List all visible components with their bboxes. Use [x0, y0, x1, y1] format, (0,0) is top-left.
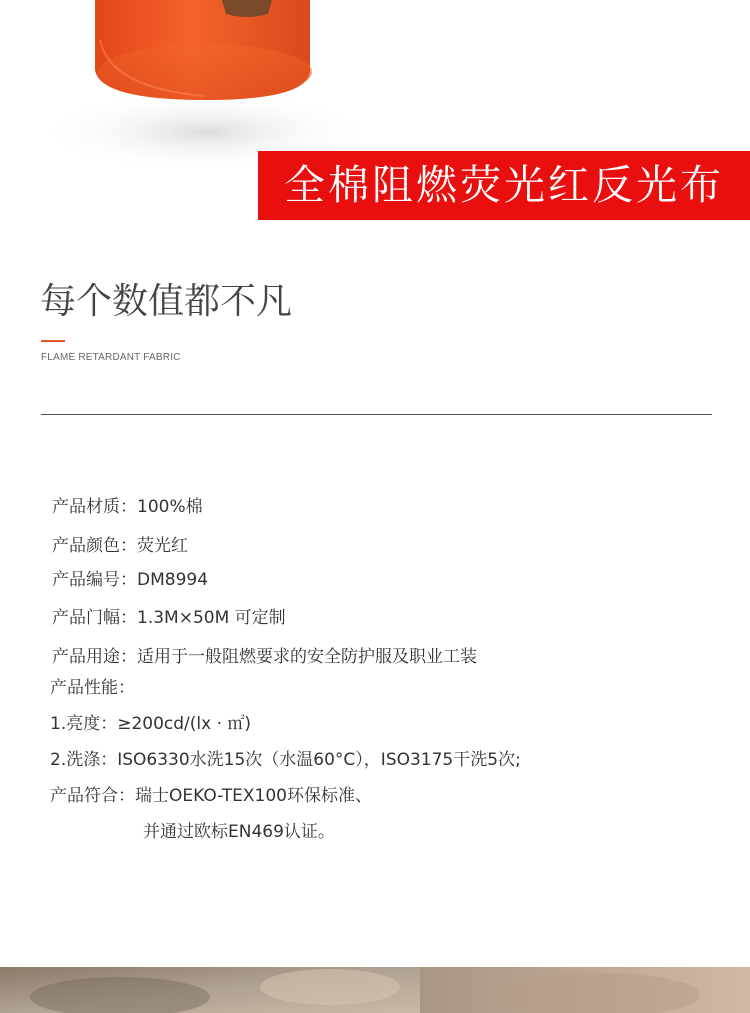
spec-compliance-line2: 并通过欧标EN469认证。: [143, 822, 335, 842]
spec-code: [52, 572, 208, 589]
spec-usage-value: 适用于一般阻燃要求的安全防护服及职业工装: [137, 647, 477, 667]
accent-bar: [41, 340, 65, 342]
spec-usage: [52, 649, 477, 666]
spec-compliance-label: 产品符合：: [50, 786, 135, 806]
spec-usage-label: 产品用途：: [52, 647, 137, 667]
spec-color-label: 产品颜色：: [52, 536, 137, 556]
spec-width-value: 1.3M×50M 可定制: [137, 608, 286, 628]
title-banner: [258, 151, 750, 220]
spec-width: [52, 610, 286, 627]
section-title: 每个数值都不凡: [40, 281, 293, 322]
section-divider: [41, 414, 712, 415]
spec-performance: [50, 680, 135, 697]
spec-color: [52, 538, 188, 555]
spec-compliance: [50, 788, 372, 805]
spec-compliance-line1: 瑞士OEKO-TEX100环保标准、: [135, 786, 372, 806]
spec-code-label: 产品编号：: [52, 570, 137, 590]
spec-width-label: 产品门幅：: [52, 608, 137, 628]
banner-title: 全棉阻燃荧光红反光布: [284, 161, 724, 209]
spec-performance-label: 产品性能：: [50, 678, 135, 698]
spec-material: [52, 499, 203, 516]
footer-photo: [0, 967, 750, 1013]
spec-washing: 2.洗涤：ISO6330水洗15次（水温60°C），ISO3175干洗5次;: [50, 750, 521, 770]
section-subtitle: FLAME RETARDANT FABRIC: [41, 352, 181, 363]
spec-material-value: 100%棉: [137, 497, 203, 517]
spec-code-value: DM8994: [137, 570, 209, 590]
hero-section: [0, 0, 750, 230]
spec-material-label: 产品材质：: [52, 497, 137, 517]
spec-brightness: 1.亮度：≥200cd/(lx · ㎡): [50, 714, 252, 734]
spec-color-value: 荧光红: [137, 536, 188, 556]
